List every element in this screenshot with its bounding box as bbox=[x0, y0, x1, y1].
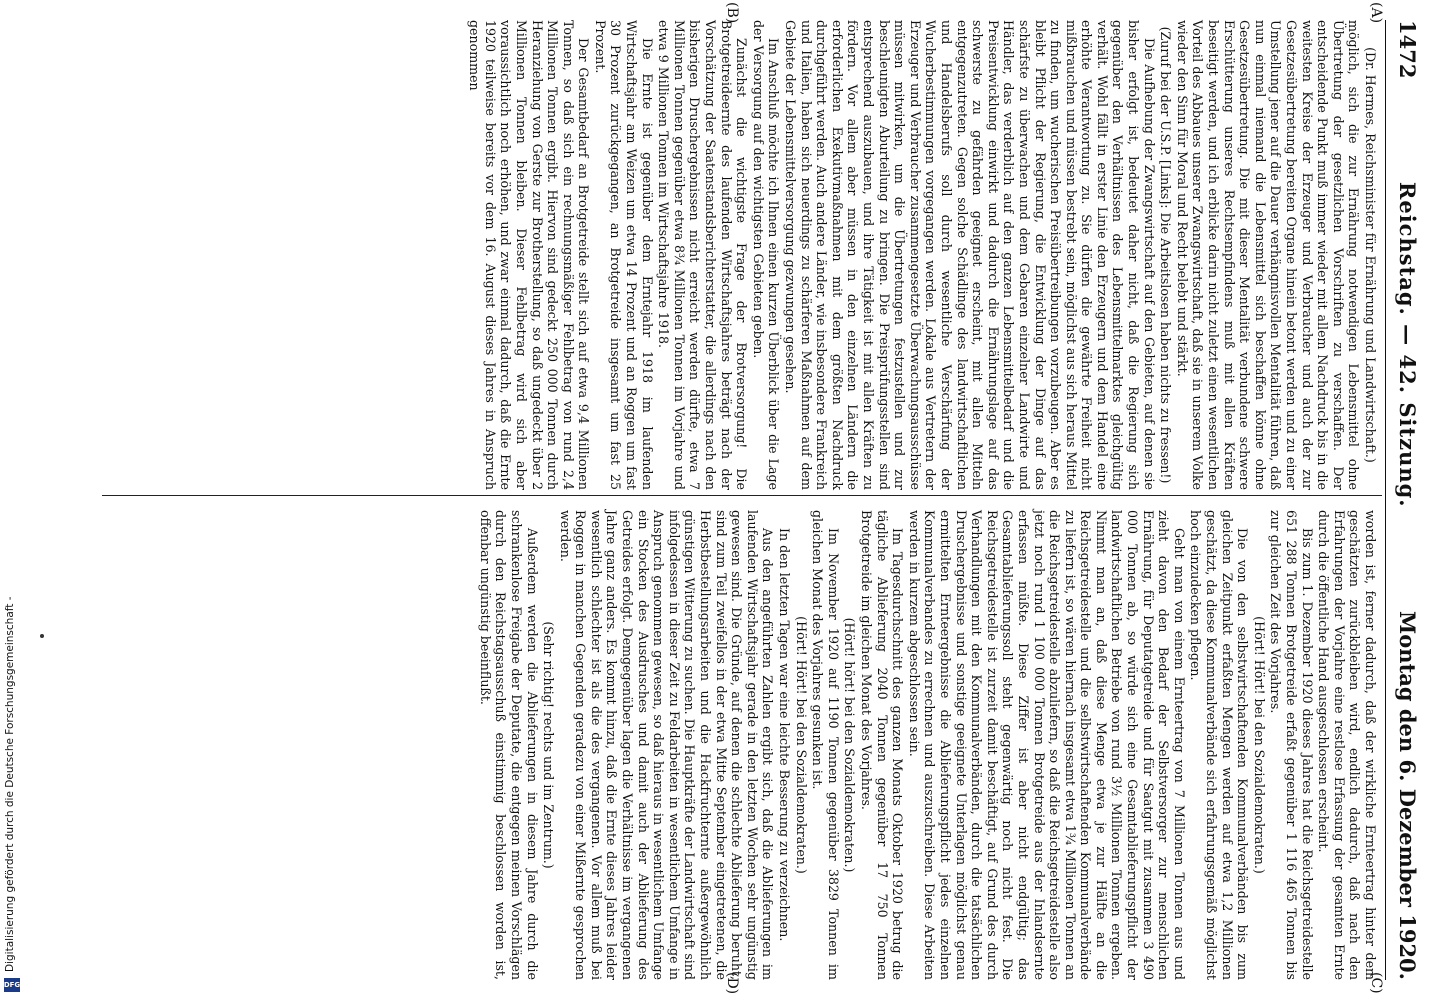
speaker-line: (Dr. Hermes, Reichsminister für Ernährung und Landwirtschaft.) bbox=[1363, 47, 1378, 463]
interjection: (Zuruf bei der U.S.P. [Links]: Die Arbeitslosen haben nichts zu fressen!) bbox=[1158, 26, 1174, 484]
scan-speck bbox=[40, 634, 44, 638]
paragraph: Die von den selbstwirtschaftenden Kommunalverbänden bis zum gleichen Zeitpunkt erfaßten Mengen werden auf etwa 1,2 Millionen geschätzt, da diese Kommunalverbände sich erfahrungsgemäß möglichst hoch einzudecken pflegen. bbox=[1188, 510, 1251, 980]
paragraph: worden ist, ferner dadurch, daß der wirkliche Ernteertrag hinter dem geschätzten zurückbleiben wird, endlich dadurch, daß nach den Erfahrungen der Vorjahre eine restlose Erfassung der gesamten Ernte durch die öffentliche Hand ausgeschlossen erscheint. bbox=[1316, 510, 1378, 980]
left-column bbox=[466, 20, 1378, 490]
column-rule bbox=[102, 495, 1382, 496]
marker-d: (D) bbox=[724, 972, 740, 995]
paragraph: Zunächst die wichtigste Frage der Brotversorgung! Die Brotgetreideernte des laufenden Wirtschaftsjahres beträgt nach der Vorschätzung der Saatenstandsberichterstatter, die allerdings nach den bisherigen Druschergebnissen nicht erreicht werden dürfte, etwa 7 Millionen Tonnen gegenüber etwa 8¾ Millionen Tonnen im Vorjahre und etwa 9 Millionen Tonnen im Wirtschaftsjahre 1918. bbox=[656, 20, 750, 490]
paragraph: möglich, sich die zur Ernährung notwendigen Lebensmittel ohne Übertretung der gesetzlichen Vorschriften zu verschaffen. Der entscheidende Punkt muß immer wieder mit allem Nachdruck bis in die weitesten Kreise der Erzeuger und Verbraucher und auch der zur Gesetzesübertretung bereiten Organe hinein betont werden und zu einer Umstellung jener auf die Dauer verhängnisvollen Mentalität führen, daß nun einmal niemand die Lebensmittel sich beschaffen könne ohne Gesetzesübertretung. Die mit dieser Mentalität verbundene schwere Erschütterung unseres Rechtsempfindens muß mit allen Kräften beseitigt werden, und ich erblicke darin nicht zuletzt einen wesentlichen Vorteil des Abbaues unserer Zwangswirtschaft, daß sie in unserem Volke wieder den Sinn für Moral und Recht belebt und stärkt. bbox=[1174, 20, 1362, 490]
dfg-logo: DFG bbox=[4, 978, 20, 992]
paragraph: Der Gesamtbedarf an Brotgetreide stellt sich auf etwa 9,4 Millionen Tonnen, so daß sich ein rechnungsmäßiger Fehlbetrag von rund 2,4 Millionen Tonnen ergibt. Hiervon sind gedeckt 250 000 Tonnen durch Heranziehung von Gerste zur Brotherstellung, so daß ungedeckt über 2 Millionen Tonnen bleiben. Dieser Fehlbetrag wird sich aber voraussichtlich noch erhöhen, und zwar einmal dadurch, daß die Ernte 1920 teilweise bereits vor dem 16. August dieses Jahres in Anspruch genommen bbox=[467, 20, 592, 490]
credit-text: Digitalisierung gefördert durch die Deutsche Forschungsgemeinschaft - bbox=[4, 596, 16, 972]
paragraph: Im November 1920 auf 1190 Tonnen gegenüber 3829 Tonnen im gleichen Monat des Vorjahres gesunken ist. bbox=[810, 510, 841, 980]
funding-credit bbox=[4, 596, 20, 972]
marker-b: (B) bbox=[724, 2, 740, 24]
paragraph: Aus den angeführten Zahlen ergibt sich, daß die Ablieferungen im laufenden Wirtschaftsjahr gerade in den letzten Wochen sehr ungünstig gewesen sind. Die Gründe, auf denen die schlechte Ablieferung beruht, sind zum Teil zweifellos in der etwa Mitte September eingetretenen, die Herbstbestellungsarbeiten und die Hackfruchternte außergewöhnlich günstigen Witterung zu suchen. Die Hauptkräfte der Landwirtschaft sind infolgedessen in dieser Zeit zu Feldarbeiten in wesentlichem Umfange in Anspruch genommen gewesen, so daß hieraus in wesentlichem Umfange ein Stocken des Ausdrusches und damit auch der Ablieferung des Getreides erfolgt. Demgegenüber lagen die Verhältnisse im vergangenen Jahre ganz anders. Es kommt hinzu, daß die Ernte dieses Jahres leider wesentlich schlechter ist als die des vergangenen. Vor allem muß bei Roggen in manchen Gegenden geradezu von einer Mißernte gesprochen werden. bbox=[557, 510, 776, 980]
paragraph: Die Ernte ist gegenüber dem Erntejahr 1918 im laufenden Wirtschaftsjahr am Weizen um etwa 14 Prozent und an Roggen um fast 30 Prozent zurückgegangen, an Brotgetreide insgesamt um fast 25 Prozent. bbox=[592, 20, 655, 490]
interjection: (Hört! Hört! bei den Sozialdemokraten.) bbox=[1251, 616, 1267, 874]
interjection: (Sehr richtig! rechts und im Zentrum.) bbox=[541, 621, 557, 869]
paragraph: Außerdem werden die Ablieferungen in diesem Jahre durch die schrankenlose Freigabe der Deputate, die entgegen meinen Vorschlägen durch den Reichstagsausschuß einstimmig beschlossen worden ist, offenbar ungünstig beeinflußt. bbox=[477, 510, 540, 980]
interjection: (Hört! hört! bei den Sozialdemokraten.) bbox=[842, 617, 858, 873]
marker-c: (C) bbox=[1368, 972, 1384, 994]
paragraph: Im Anschluß möchte ich Ihnen einen kurzen Überblick über die Lage der Versorgung auf den wichtigsten Gebieten geben. bbox=[750, 20, 782, 490]
page-number: 1472 bbox=[1395, 20, 1420, 79]
page-header bbox=[1390, 20, 1420, 980]
paragraph: Im Tagesdurchschnitt des ganzen Monats Oktober 1920 betrug die tägliche Ablieferung 2040 Tonnen gegenüber 17 750 Tonnen Brotgetreide im gleichen Monat des Vorjahres. bbox=[859, 510, 906, 980]
paragraph: In den letzten Tagen war eine leichte Besserung zu verzeichnen. bbox=[777, 528, 793, 942]
interjection: (Hört! Hört! bei den Sozialdemokraten.) bbox=[793, 616, 809, 874]
newspaper-page bbox=[100, 0, 1430, 1000]
paragraph: Geht man von einem Ernteertrag von 7 Millionen Tonnen aus und zieht davon den Bedarf der Selbstversorger zur menschlichen Ernährung, für Deputatgetreide und für Saatgut mit zusammen 3 490 000 Tonnen ab, so würde sich eine Gesamtablieferungspflicht der landwirtschaftlichen Betriebe von rund 3½ Millionen Tonnen ergeben. Nimmt man an, daß diese Menge etwa je zur Hälfte an die Reichsgetreidestelle und die selbstwirtschaftenden Kommunalverbände zu liefern ist, so wären hiernach insgesamt etwa 1¾ Millionen Tonnen an die Reichsgetreidestelle abzuliefern, so daß die Reichsgetreidestelle also jetzt noch rund 1 100 000 Tonnen Brotgetreide aus der Inlandsernte erfassen müßte. Diese Ziffer ist aber nicht endgültig; das Gesamtablieferungssoll steht gegenwärtig noch nicht fest. Die Reichsgetreidestelle ist zurzeit damit beschäftigt, auf Grund des durch Verhandlungen mit den Kommunalverbänden, durch die tatsächlichen Druschergebnisse und sonstige geeignete Unterlagen möglichst genau ermittelten Ernteergebnisse die Ablieferungspflicht jedes einzelnen Kommunalverbandes zu errechnen und auszuschreiben. Diese Arbeiten werden in kurzem abgeschlossen sein. bbox=[906, 510, 1187, 980]
header-rule bbox=[1385, 20, 1386, 980]
paragraph: Bis zum 1. Dezember 1920 dieses Jahres hat die Reichsgetreidestelle 651 288 Tonnen Brotgetreide erfaßt gegenüber 1 116 465 Tonnen bis zur gleichen Zeit des Vorjahres. bbox=[1268, 510, 1315, 980]
session-title: Reichstag. — 42. Sitzung. bbox=[1395, 181, 1420, 508]
session-date: Montag den 6. Dezember 1920. bbox=[1395, 611, 1420, 980]
right-column bbox=[476, 510, 1378, 980]
paragraph: Die Aufhebung der Zwangswirtschaft auf den Gebieten, auf denen sie bisher erfolgt ist, bedeutet daher nicht, daß die Regierung sich gegenüber den Verhältnissen des Lebensmittelmarktes gleichgültig verhält. Wohl fällt in erster Linie den Erzeugern und dem Handel eine erhöhte Verantwortung zu. Sie dürfen die gewährte Freiheit nicht mißbrauchen und müssen bestrebt sein, möglichst aus sich heraus Mittel zu finden, um wucherischen Preisübertreibungen vorzubeugen. Aber es bleibt Pflicht der Regierung, die Entwicklung der Dinge auf das schärfste zu überwachen und dem Gebaren einzelner Landwirte und Händler, das verderblich auf den ganzen Lebensmittelbedarf und die Preisentwicklung einwirkt und dadurch die Ernährungslage auf das schwerste zu gefährden geeignet erscheint, mit allen Mitteln entgegenzutreten. Gegen solche Schädlinge des landwirtschaftlichen und Handelsberufs soll durch wesentliche Verschärfung der Wucherbestimmungen vorgegangen werden. Lokale aus Vertretern der Erzeuger und Verbraucher zusammengesetzte Überwachungsausschüsse müssen mitwirken, um die Übertretungen festzustellen und zur beschleunigten Aburteilung zu bringen. Die Preisprüfungsstellen sind entsprechend auszubauen, und ihre Tätigkeit ist mit allen Kräften zu fördern. Vor allem aber müssen in den einzelnen Ländern die erforderlichen Exekutivmaßnahmen mit dem größten Nachdruck durchgeführt werden. Auch andere Länder, wie insbesondere Frankreich und Italien, haben sich neuerdings zu schärferen Maßnahmen auf dem Gebiete der Lebensmittelversorgung gezwungen gesehen. bbox=[783, 20, 1157, 490]
marker-a: (A) bbox=[1368, 2, 1384, 24]
